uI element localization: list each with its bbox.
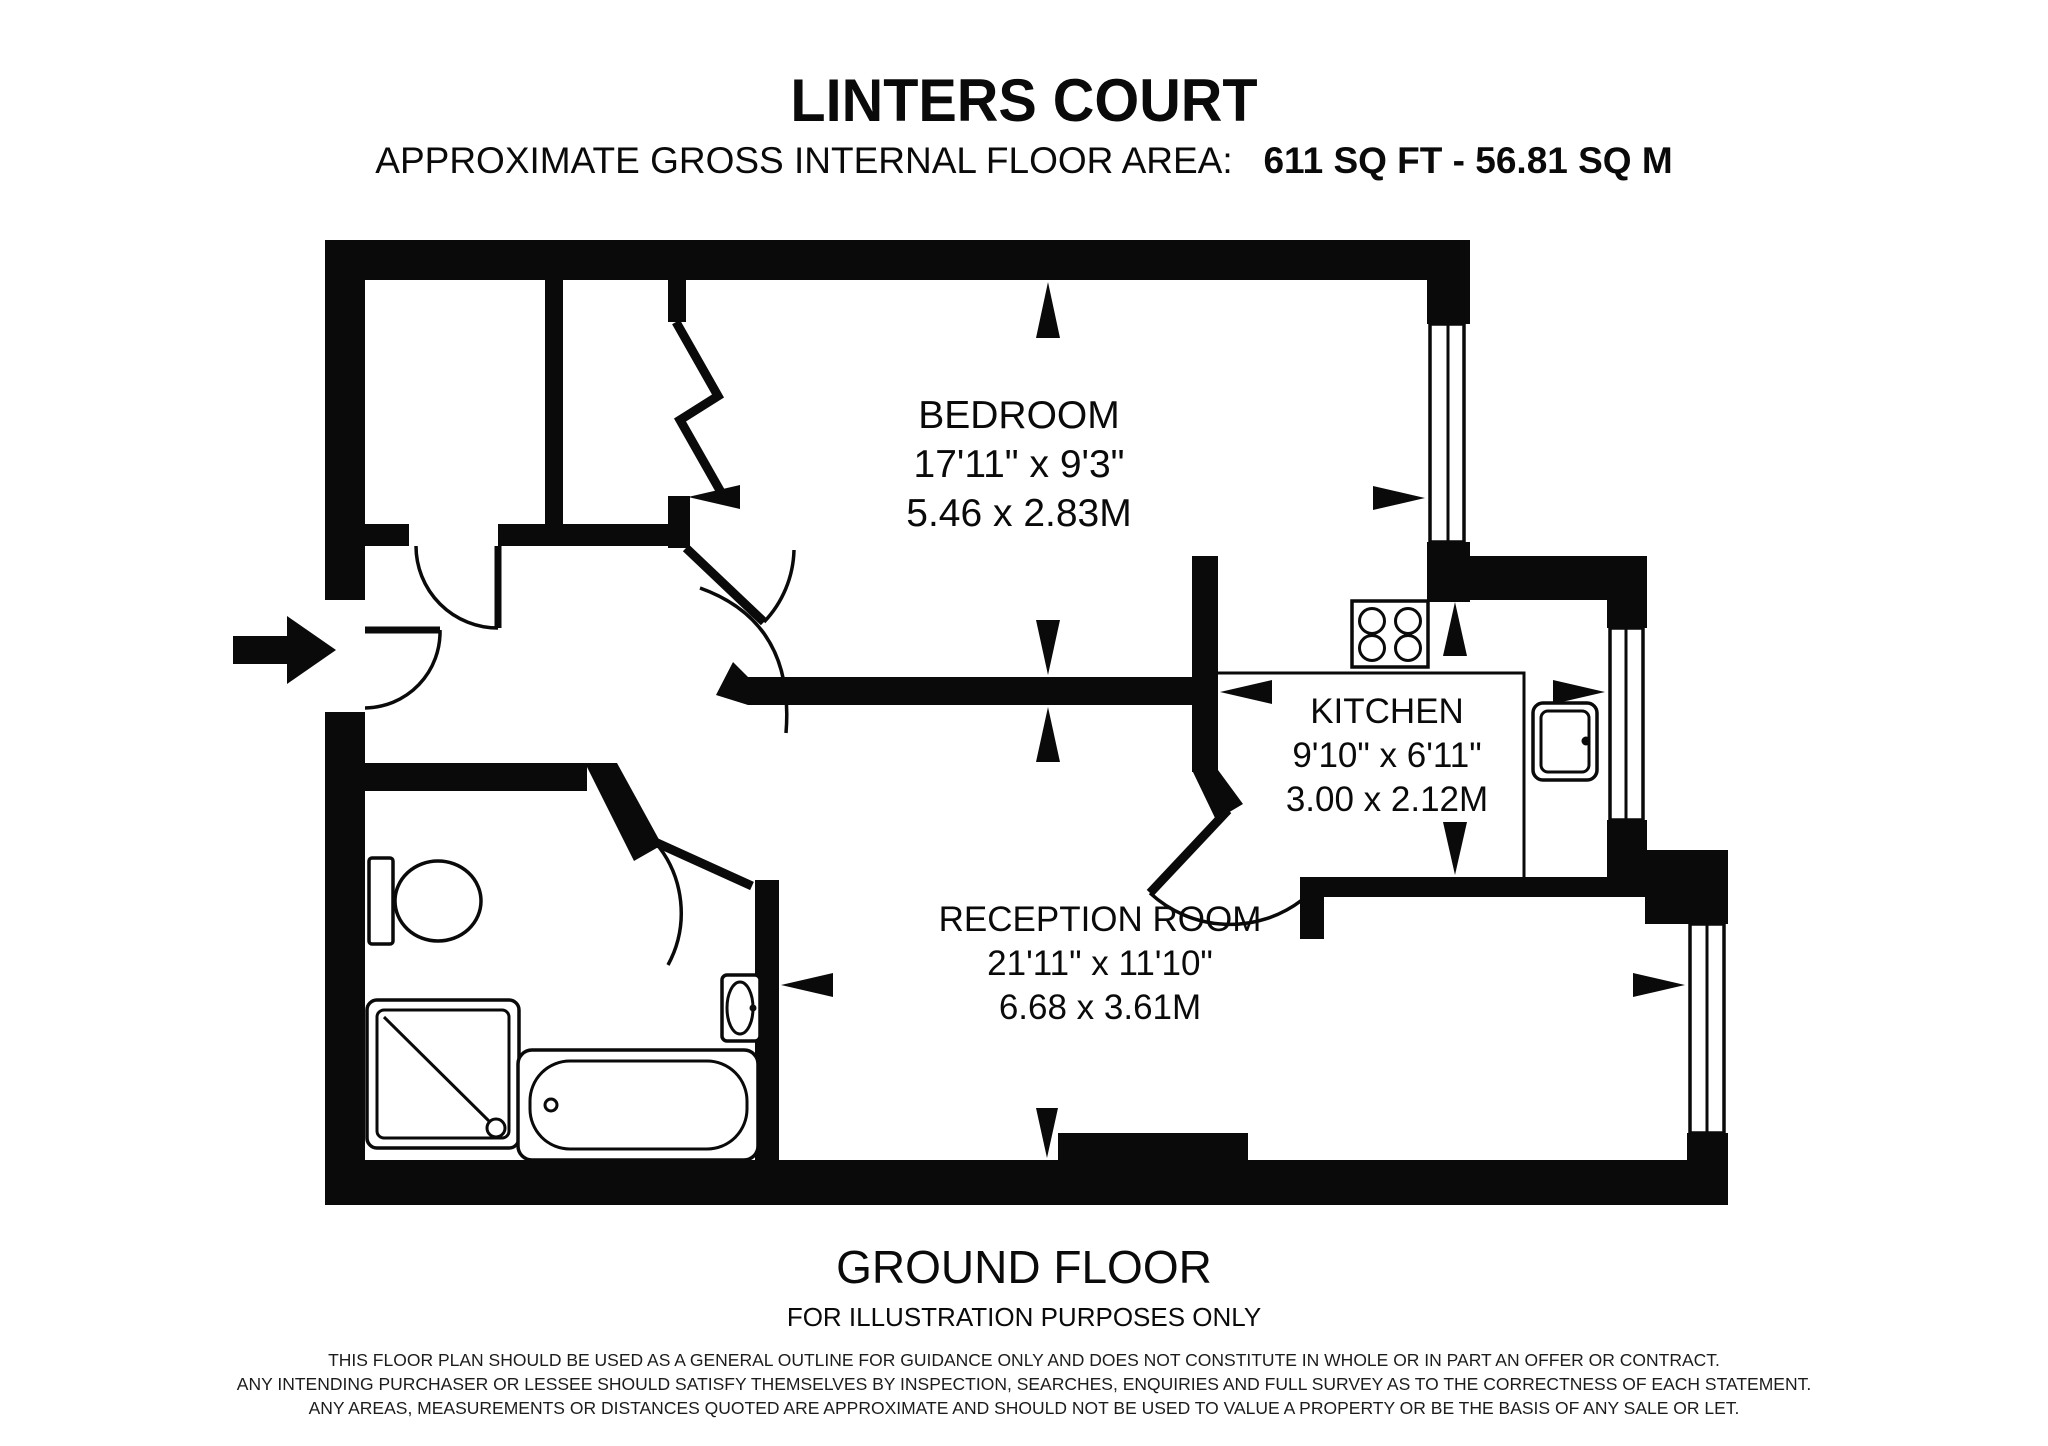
bathtub: [518, 1050, 758, 1160]
wall-left-lower: [325, 712, 365, 1205]
floor-area-value: 611 SQ FT - 56.81 SQ M: [1263, 140, 1673, 181]
reception-arrow-up: [1036, 707, 1060, 762]
closet-door: [416, 546, 498, 628]
page-title: LINTERS COURT: [790, 67, 1258, 134]
reception-arrow-down: [1036, 1108, 1058, 1158]
wall-bedroom-bottom-cap: [716, 662, 748, 705]
bedroom-arrow-down: [1036, 620, 1060, 675]
bathroom-sink: [722, 975, 760, 1041]
wall-bathroom-top: [365, 763, 587, 791]
wall-bay-bottom-block: [1687, 1133, 1728, 1165]
wall-closet-bottom-left-stub: [365, 524, 409, 546]
bedroom-dimensions-metric: 5.46 x 2.83M: [906, 491, 1132, 535]
wall-closet1-right: [545, 280, 563, 526]
bifold-closet-door: [676, 322, 722, 494]
bedroom-label: [906, 392, 1131, 538]
wall-top: [325, 240, 1470, 280]
disclaimer: [0, 1348, 2048, 1420]
illustration-note: FOR ILLUSTRATION PURPOSES ONLY: [786, 1302, 1262, 1332]
wall-closet2-right-top: [668, 280, 686, 322]
reception-dimensions-imperial: 21'11" x 11'10": [987, 943, 1213, 983]
entry-door: [365, 630, 440, 708]
wall-left-entry-stub: [338, 586, 365, 600]
bedroom-dimensions-imperial: 17'11" x 9'3": [913, 442, 1125, 486]
wall-bedroom-right-upper: [1427, 278, 1470, 324]
wall-left-upper: [325, 240, 365, 600]
wall-chimney-breast: [1058, 1133, 1248, 1162]
bedroom-arrow-up: [1036, 282, 1060, 338]
disclaimer-line: THIS FLOOR PLAN SHOULD BE USED AS A GENERAL OUTLINE FOR GUIDANCE ONLY AND DOES NOT CONSTITUTE IN WHOLE OR IN PART AN OFFER OR CONTRACT.: [328, 1350, 1720, 1370]
wall-closet-bottom-right: [498, 524, 686, 546]
kitchen-name: KITCHEN: [1310, 692, 1464, 731]
wall-kitchen-bottom-cap: [1300, 877, 1324, 939]
wall-kitchen-right-upper: [1607, 598, 1647, 628]
wall-bottom: [325, 1160, 1728, 1205]
wall-kitchen-left: [1192, 556, 1218, 772]
floor-label: GROUND FLOOR: [836, 1241, 1212, 1293]
toilet: [369, 858, 481, 944]
reception-bay-window: [1687, 924, 1728, 1133]
wall-kitchen-top: [1427, 556, 1647, 600]
kitchen-dimensions-metric: 3.00 x 2.12M: [1285, 779, 1489, 819]
wall-kitchen-right-lower: [1607, 820, 1647, 880]
reception-dimensions-metric: 6.68 x 3.61M: [998, 987, 1202, 1027]
kitchen-window: [1607, 628, 1647, 820]
reception-label: [939, 898, 1262, 1029]
kitchen-dimensions-imperial: 9'10" x 6'11": [1292, 735, 1482, 775]
floor-area-label: APPROXIMATE GROSS INTERNAL FLOOR AREA:: [375, 140, 1233, 181]
kitchen-arrow-left: [1220, 680, 1272, 704]
wall-kitchen-door-jamb: [1192, 770, 1243, 820]
bedroom-door: [686, 548, 794, 733]
reception-arrow-right: [1633, 973, 1685, 997]
hob: [1352, 601, 1428, 667]
shower-tray: [367, 1000, 519, 1148]
reception-arrow-left: [781, 973, 833, 997]
wall-bathroom-diagonal: [585, 763, 662, 861]
reception-name: RECEPTION ROOM: [938, 900, 1262, 939]
kitchen-arrow-up: [1443, 602, 1467, 656]
kitchen-arrow-right: [1553, 680, 1605, 704]
kitchen-sink: [1533, 703, 1597, 780]
doors: [365, 322, 1302, 965]
wall-bay-top-block: [1645, 850, 1728, 924]
kitchen-arrow-down: [1443, 822, 1467, 875]
kitchen-label: [1286, 690, 1488, 821]
wall-bedroom-bottom: [748, 677, 1192, 705]
wall-kitchen-bottom: [1300, 877, 1647, 897]
disclaimer-line: ANY INTENDING PURCHASER OR LESSEE SHOULD SATISFY THEMSELVES BY INSPECTION, SEARCHES, ENQUIRIES AND FULL SURVEY AS TO THE CORRECTNESS OF EACH STATEMENT.: [236, 1374, 1812, 1394]
disclaimer-line: ANY AREAS, MEASUREMENTS OR DISTANCES QUOTED ARE APPROXIMATE AND SHOULD NOT BE USED TO VALUE A PROPERTY OR BE THE BASIS OF ANY SALE OR LET.: [308, 1398, 1740, 1418]
wall-closet2-jamb: [668, 496, 690, 548]
entry-arrow: [233, 616, 336, 684]
bedroom-name: BEDROOM: [918, 394, 1120, 437]
bedroom-arrow-right: [1373, 486, 1425, 510]
bathroom-door: [655, 842, 752, 965]
bedroom-window: [1427, 324, 1470, 542]
